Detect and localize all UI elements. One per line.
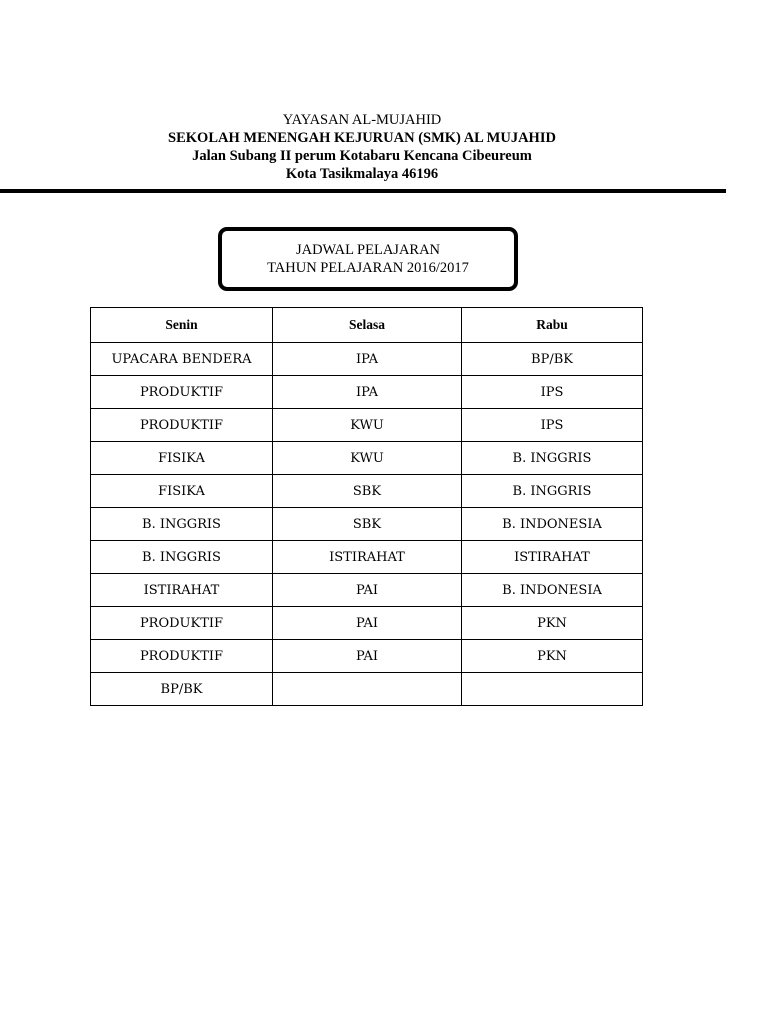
table-cell: IPS xyxy=(462,376,643,409)
school-address: Jalan Subang II perum Kotabaru Kencana Cibeureum xyxy=(192,148,532,164)
document-header xyxy=(0,111,724,183)
column-header-senin: Senin xyxy=(91,308,273,343)
table-row xyxy=(91,574,643,607)
table-cell: SBK xyxy=(273,508,462,541)
table-cell: ISTIRAHAT xyxy=(462,541,643,574)
table-cell: PAI xyxy=(273,574,462,607)
schedule-title: JADWAL PELAJARAN xyxy=(295,242,441,258)
table-cell: B. INGGRIS xyxy=(462,442,643,475)
table-cell: B. INDONESIA xyxy=(462,574,643,607)
table-cell: KWU xyxy=(273,409,462,442)
table-cell: SBK xyxy=(273,475,462,508)
table-cell: B. INGGRIS xyxy=(91,508,273,541)
table-cell: FISIKA xyxy=(91,475,273,508)
table-row xyxy=(91,673,643,706)
schedule-table xyxy=(90,307,643,706)
schedule-title-box xyxy=(218,227,518,291)
table-cell: BP/BK xyxy=(462,343,643,376)
table-cell: PKN xyxy=(462,640,643,673)
table-row xyxy=(91,607,643,640)
table-cell: B. INGGRIS xyxy=(462,475,643,508)
table-cell: FISIKA xyxy=(91,442,273,475)
table-cell: KWU xyxy=(273,442,462,475)
table-cell xyxy=(462,673,643,706)
column-header-rabu: Rabu xyxy=(462,308,643,343)
academic-year: TAHUN PELAJARAN 2016/2017 xyxy=(267,260,469,276)
table-cell: PAI xyxy=(273,607,462,640)
table-cell: IPA xyxy=(273,343,462,376)
table-cell: PRODUKTIF xyxy=(91,409,273,442)
foundation-name: YAYASAN AL-MUJAHID xyxy=(282,112,442,128)
table-row xyxy=(91,442,643,475)
table-row xyxy=(91,640,643,673)
table-cell: ISTIRAHAT xyxy=(91,574,273,607)
table-row xyxy=(91,376,643,409)
table-row xyxy=(91,409,643,442)
school-name: SEKOLAH MENENGAH KEJURUAN (SMK) AL MUJAHID xyxy=(168,130,556,146)
table-cell: PRODUKTIF xyxy=(91,376,273,409)
table-cell xyxy=(273,673,462,706)
table-cell: PRODUKTIF xyxy=(91,640,273,673)
table-row xyxy=(91,343,643,376)
table-cell: ISTIRAHAT xyxy=(273,541,462,574)
table-cell: IPS xyxy=(462,409,643,442)
table-header-row xyxy=(91,308,643,343)
table-cell: BP/BK xyxy=(91,673,273,706)
table-cell: B. INDONESIA xyxy=(462,508,643,541)
table-cell: PAI xyxy=(273,640,462,673)
header-divider xyxy=(0,189,726,193)
table-cell: UPACARA BENDERA xyxy=(91,343,273,376)
table-row xyxy=(91,475,643,508)
table-cell: PKN xyxy=(462,607,643,640)
table-row xyxy=(91,541,643,574)
table-row xyxy=(91,508,643,541)
table-cell: IPA xyxy=(273,376,462,409)
school-city: Kota Tasikmalaya 46196 xyxy=(285,166,439,182)
table-cell: B. INGGRIS xyxy=(91,541,273,574)
column-header-selasa: Selasa xyxy=(273,308,462,343)
table-cell: PRODUKTIF xyxy=(91,607,273,640)
